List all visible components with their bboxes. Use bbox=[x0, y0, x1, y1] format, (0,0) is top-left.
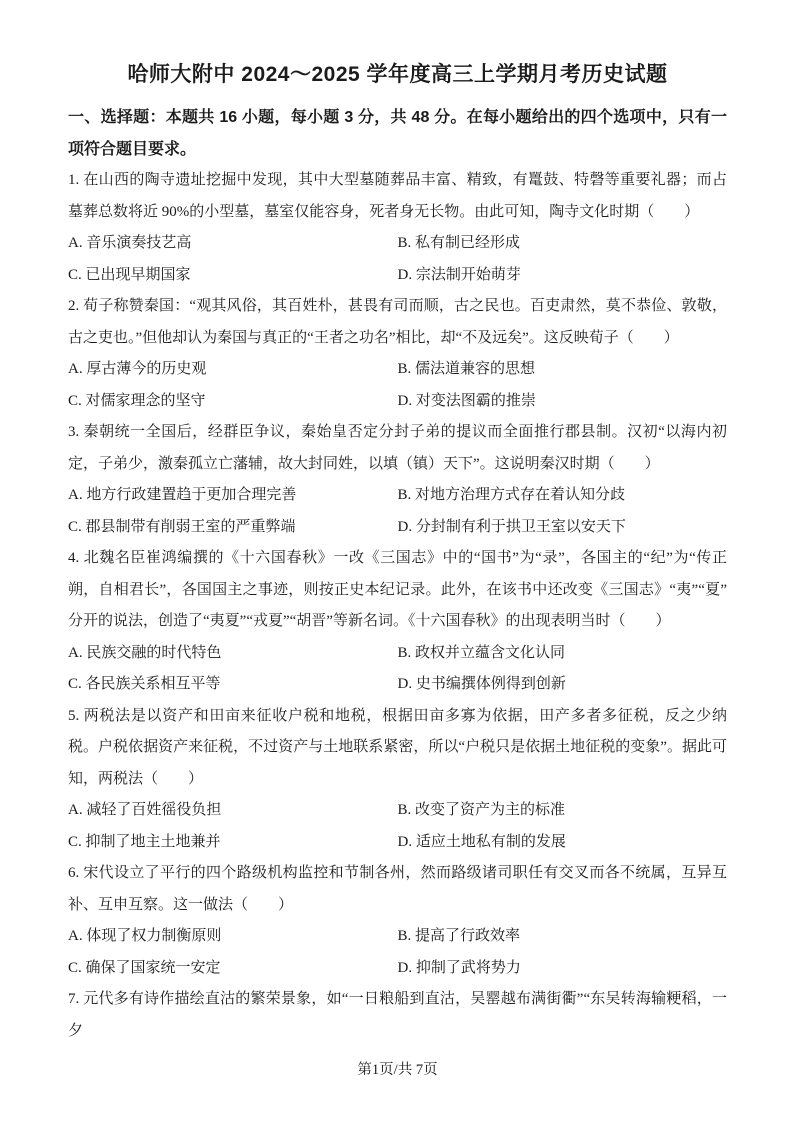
question-6-stem: 6. 宋代设立了平行的四个路级机构监控和节制各州，然而路级诸司职任有交叉而各不统属，互异互补、互申互察。这一做法（ ） bbox=[68, 865, 727, 913]
question-1 bbox=[68, 165, 727, 291]
question-2-option-a: A. 厚古薄今的历史观 bbox=[68, 361, 207, 377]
question-5 bbox=[68, 701, 727, 859]
page-footer: 第1页/共 7页 bbox=[357, 1062, 438, 1078]
question-6-option-d: D. 抑制了武将势力 bbox=[397, 959, 521, 976]
question-5-option-c: C. 抑制了地主土地兼并 bbox=[68, 833, 221, 850]
question-2 bbox=[68, 291, 727, 417]
question-4-options bbox=[68, 638, 727, 701]
page-title: 哈师大附中 2024～2025 学年度高三上学期月考历史试题 bbox=[127, 63, 668, 86]
question-4 bbox=[68, 543, 727, 701]
question-5-options bbox=[68, 795, 727, 858]
question-6 bbox=[68, 858, 727, 984]
question-6-option-b: B. 提高了行政效率 bbox=[397, 928, 521, 944]
question-2-options bbox=[68, 354, 727, 417]
question-5-option-d: D. 适应土地私有制的发展 bbox=[397, 833, 566, 850]
question-5-option-b: B. 改变了资产为主的标准 bbox=[397, 802, 566, 818]
question-1-option-d: D. 宗法制开始萌芽 bbox=[397, 266, 521, 283]
question-4-option-b: B. 政权并立蕴含文化认同 bbox=[397, 644, 566, 661]
question-1-option-b: B. 私有制已经形成 bbox=[397, 235, 521, 251]
question-1-option-a: A. 音乐演奏技艺高 bbox=[68, 235, 192, 251]
question-1-stem: 1. 在山西的陶寺遗址挖掘中发现，其中大型墓随葬品丰富、精致，有鼍鼓、特磬等重要礼器；而占墓葬总数将近 90%的小型墓，墓室仅能容身，死者身无长物。由此可知，陶寺文化时期（ ） bbox=[68, 172, 727, 220]
question-1-option-c: C. 已出现早期国家 bbox=[68, 266, 191, 283]
question-6-options bbox=[68, 921, 727, 984]
question-3-stem: 3. 秦朝统一全国后，经群臣争议，秦始皇否定分封子弟的提议而全面推行郡县制。汉初“以海内初定，子弟少，激秦孤立亡藩辅，故大封同姓，以填（镇）天下”。这说明秦汉时期（ ） bbox=[68, 424, 727, 472]
section-header: 一、选择题：本题共 16 小题，每小题 3 分，共 48 分。在每小题给出的四个选项中，只有一项符合题目要求。 bbox=[68, 109, 727, 158]
question-7 bbox=[68, 984, 727, 1047]
question-4-option-c: C. 各民族关系相互平等 bbox=[68, 676, 221, 692]
question-2-stem: 2. 荀子称赞秦国：“观其风俗，其百姓朴，甚畏有司而顺，古之民也。百吏肃然，莫不恭俭、敦敬，古之吏也。”但他却认为秦国与真正的“王者之功名”相比，却“不及远矣”。这反映荀子（ ） bbox=[68, 298, 727, 346]
question-2-option-d: D. 对变法图霸的推崇 bbox=[397, 392, 536, 409]
question-4-option-a: A. 民族交融的时代特色 bbox=[68, 644, 222, 661]
question-3-option-c: C. 郡县制带有削弱王室的严重弊端 bbox=[68, 518, 296, 535]
question-5-option-a: A. 减轻了百姓徭役负担 bbox=[68, 802, 222, 818]
question-2-option-c: C. 对儒家理念的坚守 bbox=[68, 392, 206, 409]
question-3 bbox=[68, 417, 727, 543]
question-3-options bbox=[68, 480, 727, 543]
question-3-option-d: D. 分封制有利于拱卫王室以安天下 bbox=[397, 518, 626, 535]
question-4-option-d: D. 史书编撰体例得到创新 bbox=[397, 676, 566, 692]
question-6-option-a: A. 体现了权力制衡原则 bbox=[68, 928, 222, 944]
question-5-stem: 5. 两税法是以资产和田亩来征收户税和地税，根据田亩多寡为依据，田产多者多征税，反之少纳税。户税依据资产来征税，不过资产与土地联系紧密，所以“户税只是依据土地征税的变象”。据此可知，两税法（ ） bbox=[68, 707, 727, 787]
question-2-option-b: B. 儒法道兼容的思想 bbox=[397, 361, 536, 377]
question-4-stem: 4. 北魏名臣崔鸿编撰的《十六国春秋》一改《三国志》中的“国书”为“录”，各国主的“纪”为“传正朔，自相君长”，各国国主之事迹，则按正史本纪记录。此外，在该书中还改变《三国志》“夷”“夏”分开的说法，创造了“夷夏”“戎夏”“胡晋”等新名词。《十六国春秋》的出现表明当时（ ） bbox=[68, 550, 727, 629]
question-1-options bbox=[68, 228, 727, 291]
question-3-option-b: B. 对地方治理方式存在着认知分歧 bbox=[397, 487, 626, 503]
question-3-option-a: A. 地方行政建置趋于更加合理完善 bbox=[68, 487, 297, 503]
question-6-option-c: C. 确保了国家统一安定 bbox=[68, 959, 221, 976]
question-7-stem: 7. 元代多有诗作描绘直沽的繁荣景象，如“一日粮船到直沽，吴罂越布满街衢”“东吴转海输粳稻，一夕 bbox=[68, 991, 727, 1039]
